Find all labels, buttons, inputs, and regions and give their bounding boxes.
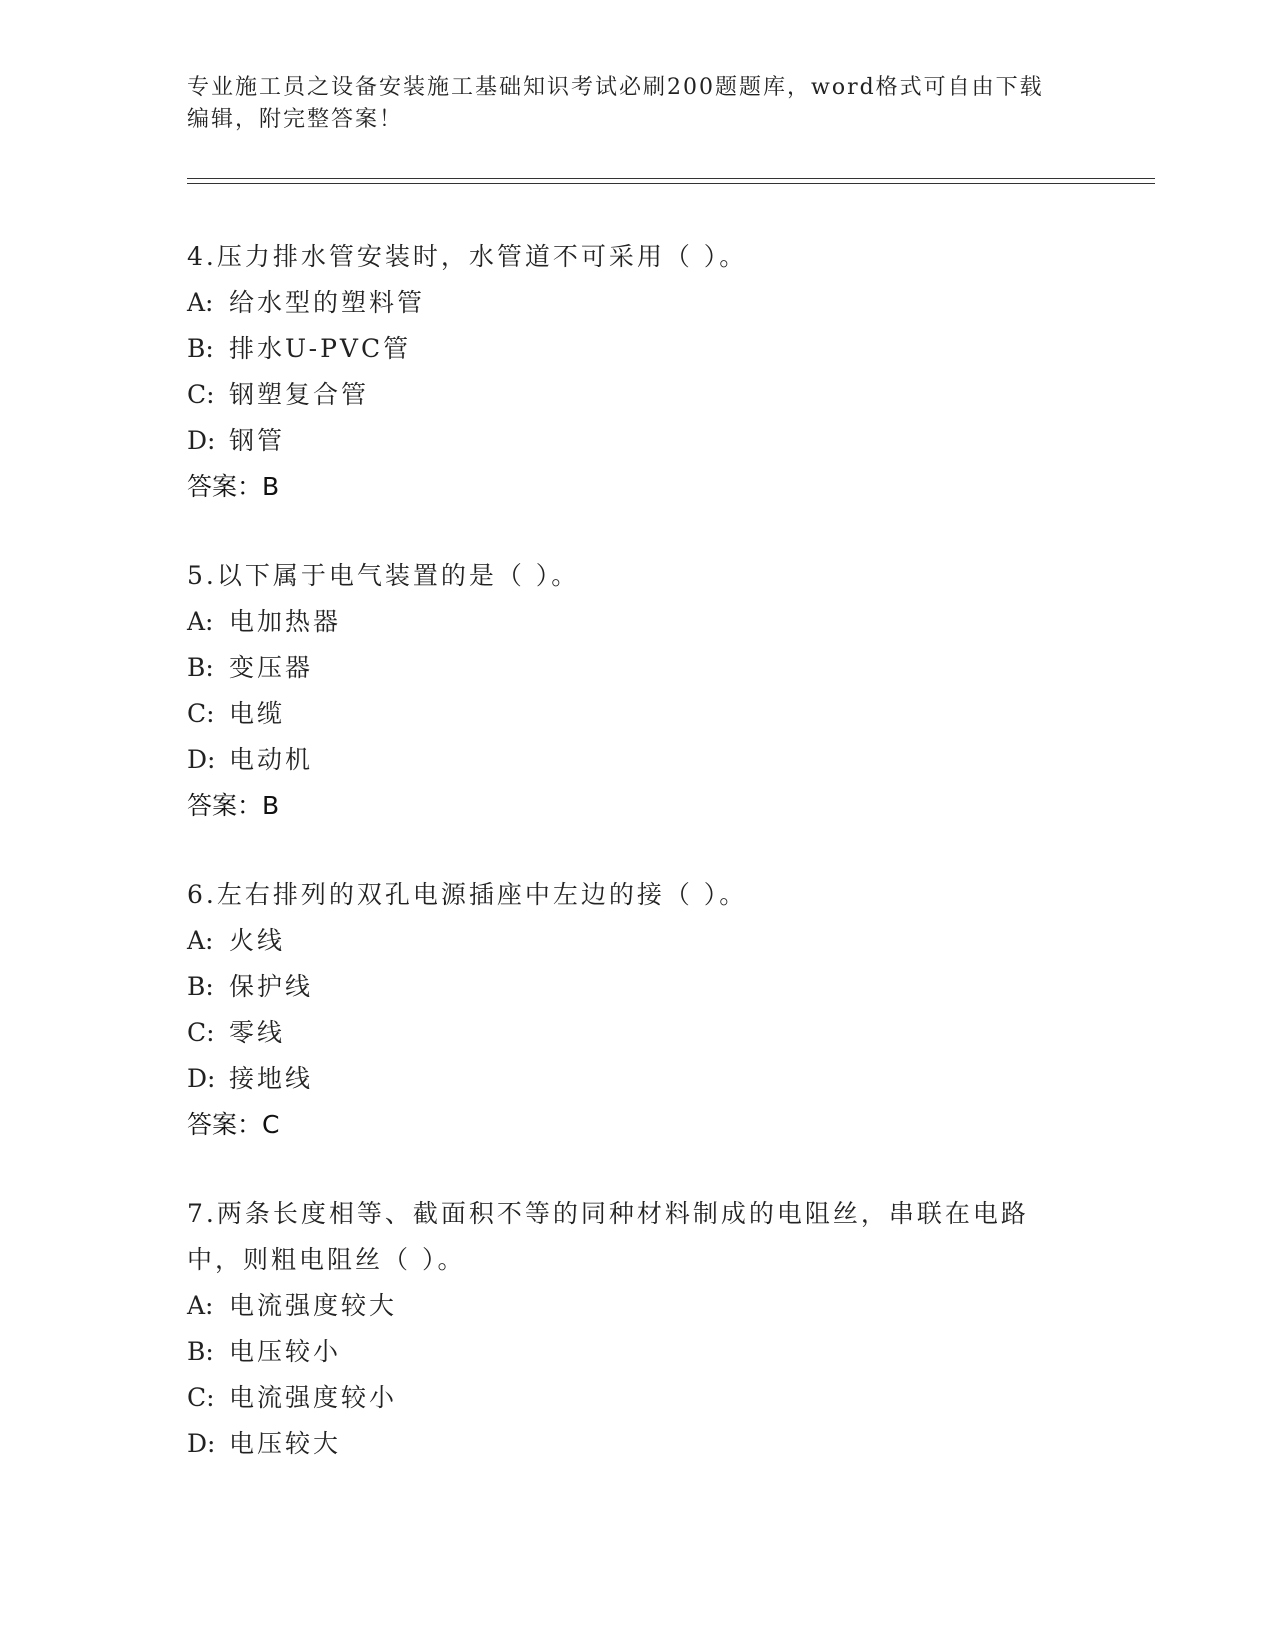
option-text: 电压较大: [229, 1429, 342, 1458]
option-key: D:: [187, 745, 216, 774]
option-b: [187, 326, 1067, 372]
option-text: 排水U-PVC管: [229, 334, 412, 363]
option-key: A:: [187, 926, 214, 955]
header-divider-bottom: [187, 183, 1155, 184]
option-text: 保护线: [229, 972, 314, 1001]
option-key: A:: [187, 607, 214, 636]
question-stem: 4.压力排水管安装时，水管道不可采用（ ）。: [187, 242, 748, 271]
option-key: D:: [187, 426, 216, 455]
option-a: [187, 1283, 1067, 1329]
answer-line: 答案：B: [187, 791, 280, 820]
option-text: 给水型的塑料管: [229, 288, 426, 317]
option-key: B:: [187, 972, 214, 1001]
option-text: 钢塑复合管: [229, 380, 370, 409]
option-b: [187, 964, 1067, 1010]
option-text: 电压较小: [229, 1337, 342, 1366]
option-key: A:: [187, 1291, 214, 1320]
option-text: 电缆: [229, 699, 286, 728]
option-text: 变压器: [229, 653, 314, 682]
question-stem: 5.以下属于电气装置的是（ ）。: [187, 561, 580, 590]
option-key: C:: [187, 1018, 215, 1047]
option-text: 接地线: [229, 1064, 314, 1093]
option-b: [187, 1329, 1067, 1375]
option-text: 零线: [229, 1018, 286, 1047]
option-d: [187, 418, 1067, 464]
option-key: D:: [187, 1064, 216, 1093]
option-b: [187, 645, 1067, 691]
option-text: 电流强度较小: [229, 1383, 398, 1412]
option-text: 火线: [229, 926, 286, 955]
option-key: B:: [187, 334, 214, 363]
option-key: C:: [187, 380, 215, 409]
question-7: [187, 1191, 1067, 1467]
question-4: [187, 234, 1067, 510]
option-c: [187, 372, 1067, 418]
option-a: [187, 599, 1067, 645]
option-text: 钢管: [229, 426, 286, 455]
option-key: B:: [187, 653, 214, 682]
header-divider-top: [187, 178, 1155, 179]
option-key: C:: [187, 1383, 215, 1412]
option-text: 电动机: [229, 745, 314, 774]
option-key: C:: [187, 699, 215, 728]
question-stem: 6.左右排列的双孔电源插座中左边的接（ ）。: [187, 880, 748, 909]
option-d: [187, 1056, 1067, 1102]
option-d: [187, 737, 1067, 783]
option-text: 电流强度较大: [229, 1291, 398, 1320]
answer-line: 答案：B: [187, 472, 280, 501]
document-header: 专业施工员之设备安装施工基础知识考试必刷200题题库，word格式可自由下载编辑，附完整答案！: [187, 75, 1044, 132]
option-c: [187, 1010, 1067, 1056]
answer-line: 答案：C: [187, 1110, 280, 1139]
option-text: 电加热器: [229, 607, 342, 636]
option-a: [187, 918, 1067, 964]
option-a: [187, 280, 1067, 326]
option-key: D:: [187, 1429, 216, 1458]
option-c: [187, 691, 1067, 737]
question-stem: 7.两条长度相等、截面积不等的同种材料制成的电阻丝，串联在电路中，则粗电阻丝（ ）。: [187, 1199, 1029, 1274]
option-key: B:: [187, 1337, 214, 1366]
question-5: [187, 553, 1067, 829]
option-key: A:: [187, 288, 214, 317]
option-d: [187, 1421, 1067, 1467]
option-c: [187, 1375, 1067, 1421]
question-6: [187, 872, 1067, 1148]
